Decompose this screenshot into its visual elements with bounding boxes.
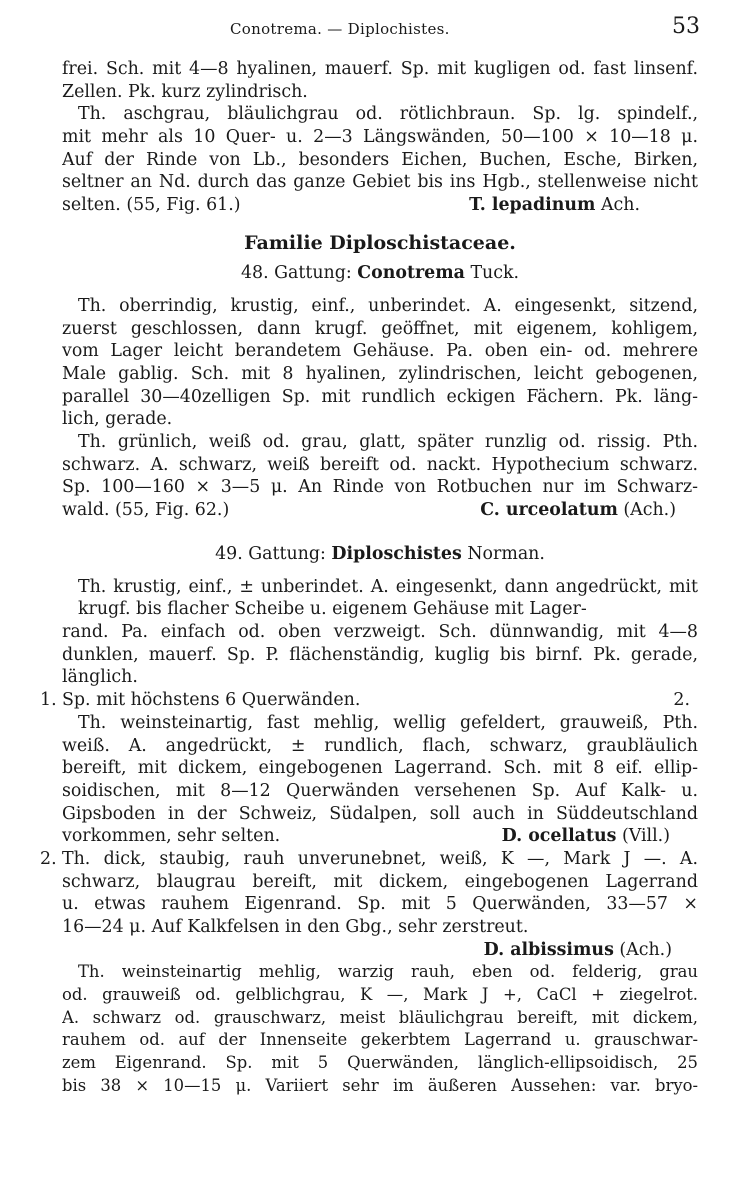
text-line: seltner an Nd. durch das ganze Gebiet bis ins Hgb., stellenweise nicht [62,172,698,193]
text-line: parallel 30—40zelligen Sp. mit rundlich eckigen Fächern. Pk. läng- [62,386,698,407]
family-title: Familie Diploschistaceae. [244,231,516,254]
text-line: Male gablig. Sch. mit 8 hyalinen, zylindrischen, leicht gebogenen, [62,363,698,384]
text-line: schwarz. A. schwarz, weiß bereift od. nackt. Hypothecium schwarz. [62,454,698,475]
text-line: soidischen, mit 8—12 Querwänden versehenen Sp. Auf Kalk- u. [62,780,698,801]
text-line: länglich. [62,667,138,688]
page-number: 53 [672,14,700,39]
text-line: selten. (55, Fig. 61.) [62,195,241,216]
text-line: zuerst geschlossen, dann krugf. geöffnet, mit eigenem, kohligem, [62,318,698,339]
species-line [62,194,698,217]
text-line: Sp. 100—160 × 3—5 μ. An Rinde von Rotbuchen nur im Schwarz- [62,477,698,498]
text-line: Th. oberrindig, krustig, einf., unberindet. A. eingesenkt, sitzend, [78,295,698,316]
text-line: Th. aschgrau, bläulichgrau od. rötlichbraun. Sp. lg. spindelf., [78,104,698,125]
text-line: frei. Sch. mit 4—8 hyalinen, mauerf. Sp. mit kugligen od. fast linsenf. [62,59,698,79]
text-line: Th. weinsteinartig, fast mehlig, wellig gefeldert, grauweiß, Pth. [78,712,698,733]
key-lead-1 [40,689,698,712]
text-line: u. etwas rauhem Eigenrand. Sp. mit 5 Querwänden, 33—57 × [62,894,698,915]
text-line: Th. krustig, einf., ± unberindet. A. eingesenkt, dann angedrückt, mit krugf. bis flacher Scheibe u. eigenem Gehäuse mit Lager- [78,576,698,620]
page-body [40,58,698,1098]
key-lead-2 [40,848,698,871]
key-number: 2. [40,848,57,869]
text-line: Zellen. Pk. kurz zylindrisch. [62,81,308,102]
running-title: Conotrema. — Diplochistes. [230,20,450,38]
text-line: vorkommen, sehr selten. [62,826,281,847]
text-line: mit mehr als 10 Quer- u. 2—3 Längswänden, 50—100 × 10—18 μ. [62,127,698,148]
genus-heading: 49. Gattung: Diploschistes Norman. [215,543,545,564]
text-line: rand. Pa. einfach od. oben verzweigt. Sch. dünnwandig, mit 4—8 [62,622,698,643]
text-line: Gipsboden in der Schweiz, Südalpen, soll auch in Süddeutschland [62,803,698,824]
text-line: Auf der Rinde von Lb., besonders Eichen, Buchen, Esche, Birken, [62,149,698,170]
species-line [62,499,698,522]
genus-heading: 48. Gattung: Conotrema Tuck. [240,262,520,283]
text-line: lich, gerade. [62,409,173,430]
species-name: C. urceolatum (Ach.) [480,500,676,520]
text-line: 16—24 μ. Auf Kalkfelsen in den Gbg., sehr zerstreut. [62,917,529,938]
text-line: rauhem od. auf der Innenseite gekerbtem Lagerrand u. grauschwar- [62,1030,698,1050]
text-line: A. schwarz od. grauschwarz, meist bläulichgrau bereift, mit dickem, [62,1007,698,1027]
text-line: bis 38 × 10—15 μ. Variiert sehr im äußeren Aussehen: var. bryo- [62,1075,698,1095]
key-target: 2. [673,690,690,711]
text-line: vom Lager leicht berandetem Gehäuse. Pa. oben ein- od. mehrere [62,341,698,362]
species-line: D. albissimus (Ach.) [483,939,672,960]
species-name: T. lepadinum Ach. [469,195,640,216]
text-line: dunklen, mauerf. Sp. P. flächenständig, kuglig bis birnf. Pk. gerade, [62,644,698,665]
key-number: 1. [40,690,57,711]
species-name: D. albissimus [483,939,614,960]
text-line: od. grauweiß od. gelblichgrau, K —, Mark J +, CaCl + ziegelrot. [62,985,698,1005]
text-line: bereift, mit dickem, eingebogenen Lagerrand. Sch. mit 8 eif. ellip- [62,758,698,779]
text-line: wald. (55, Fig. 62.) [62,500,230,520]
text-line: zem Eigenrand. Sp. mit 5 Querwänden, länglich-ellipsoidisch, 25 [62,1053,698,1073]
key-text: Sp. mit höchstens 6 Querwänden. [62,690,361,711]
text-line: Th. grünlich, weiß od. grau, glatt, später runzlig od. rissig. Pth. [78,431,698,452]
text-line: weiß. A. angedrückt, ± rundlich, flach, schwarz, graubläulich [62,735,698,756]
species-name: D. ocellatus (Vill.) [501,826,670,847]
species-line [62,825,698,848]
text-line: Th. dick, staubig, rauh unverunebnet, weiß, K —, Mark J —. A. [62,848,698,869]
text-line: schwarz, blaugrau bereift, mit dickem, eingebogenen Lagerrand [62,871,698,892]
text-line: Th. weinsteinartig mehlig, warzig rauh, eben od. felderig, grau [78,962,698,982]
